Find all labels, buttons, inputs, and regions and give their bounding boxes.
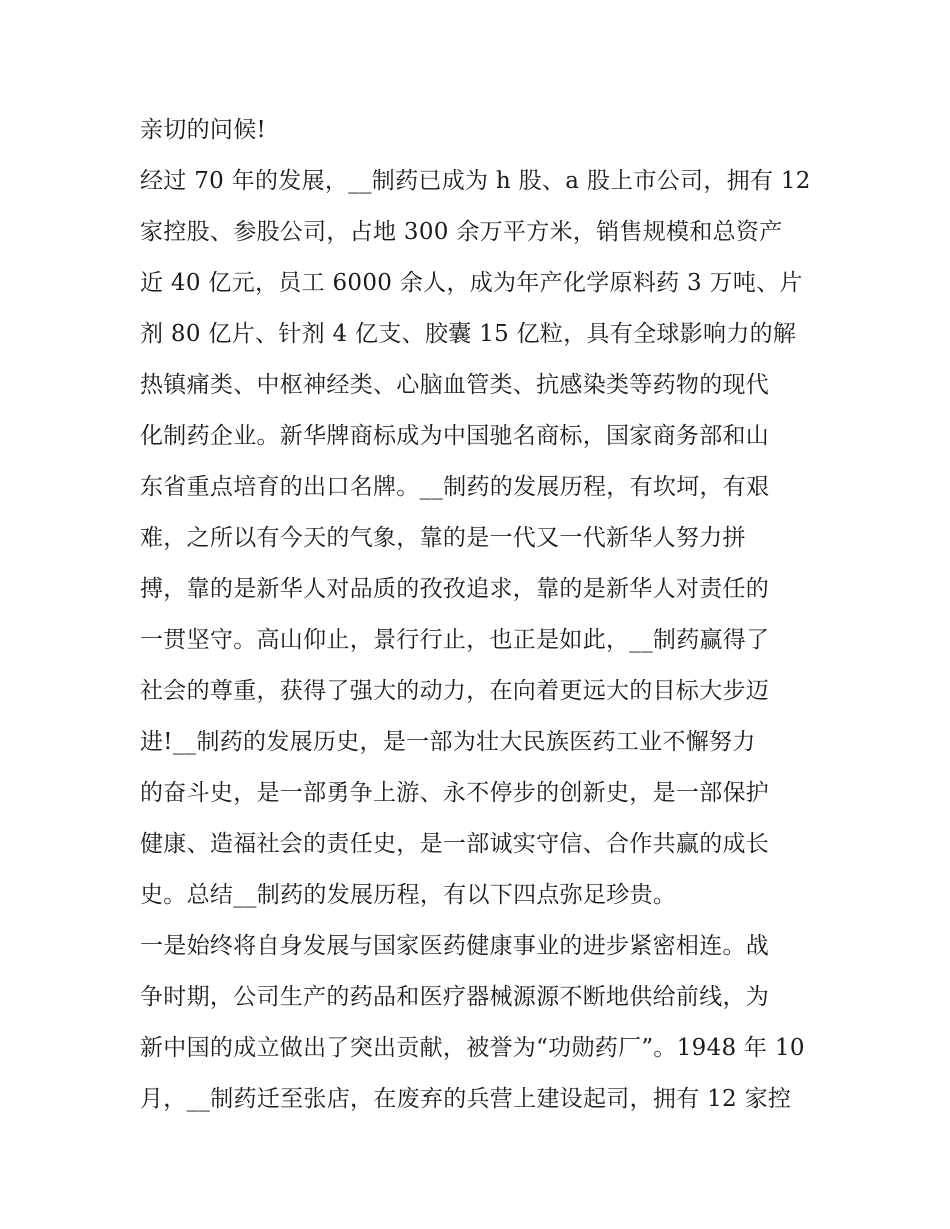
text-line: 化制药企业。新华牌商标成为中国驰名商标，国家商务部和山 [140,423,770,449]
text-line: 搏，靠的是新华人对品质的孜孜追求，靠的是新华人对责任的 [140,576,770,602]
text-line: 一贯坚守。高山仰止，景行行止，也正是如此，__制药赢得了 [140,627,770,653]
text-line: 一是始终将自身发展与国家医药健康事业的进步紧密相连。战 [140,933,770,959]
text-line: 近 40 亿元，员工 6000 余人，成为年产化学原料药 3 万吨、片 [140,270,803,296]
text-line: 家控股、参股公司，占地 300 余万平方米，销售规模和总资产 [140,219,783,245]
text-line: 社会的尊重，获得了强大的动力，在向着更远大的目标大步迈 [140,678,770,704]
text-line: 热镇痛类、中枢神经类、心脑血管类、抗感染类等药物的现代 [140,372,770,398]
text-line: 剂 80 亿片、针剂 4 亿支、胶囊 15 亿粒，具有全球影响力的解 [140,321,797,347]
text-line: 争时期，公司生产的药品和医疗器械源源不断地供给前线，为 [140,984,770,1010]
text-line: 健康、造福社会的责任史，是一部诚实守信、合作共赢的成长 [140,831,770,857]
text-line: 东省重点培育的出口名牌。__制药的发展历程，有坎坷，有艰 [140,474,770,500]
text-line: 经过 70 年的发展，__制药已成为 h 股、a 股上市公司，拥有 12 [140,168,811,194]
text-line: 新中国的成立做出了突出贡献，被誉为“功勋药厂”。1948 年 10 [140,1035,805,1061]
text-line: 难，之所以有今天的气象，靠的是一代又一代新华人努力拼 [140,525,746,551]
text-line: 史。总结__制药的发展历程，有以下四点弥足珍贵。 [140,882,677,908]
text-line: 亲切的问候! [140,117,267,143]
text-line: 的奋斗史，是一部勇争上游、永不停步的创新史，是一部保护 [140,780,770,806]
text-line: 进!__制药的发展历史，是一部为壮大民族医药工业不懈努力 [140,729,756,755]
text-line: 月，__制药迁至张店，在废弃的兵营上建设起司，拥有 12 家控 [140,1086,792,1112]
